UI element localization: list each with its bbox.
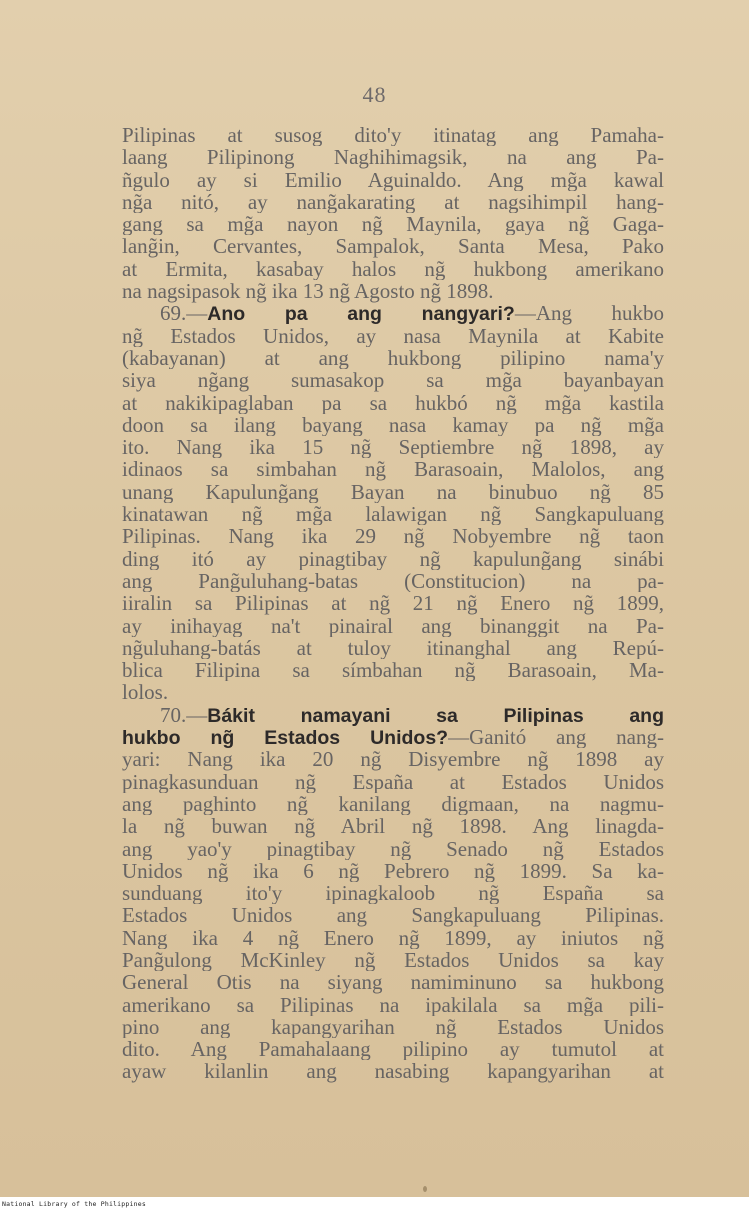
text-line: [122, 793, 664, 815]
text-line: [122, 124, 664, 146]
text-line: [122, 302, 664, 324]
text-line: [122, 146, 664, 168]
text-line: [122, 392, 664, 414]
line-text: idinaos sa simbahan ng̃ Barasoain, Malolos, ang: [122, 458, 664, 481]
line-text: (kabayanan) at ang hukbong pilipino nama'y: [122, 346, 664, 370]
line-text: ang paghinto ng̃ kanilang digmaan, na nagmu-: [122, 792, 664, 816]
text-line: [122, 169, 664, 191]
question-number: 69.—: [160, 302, 208, 325]
text-line: [122, 838, 664, 860]
line-text: Pilipinas. Nang ika 29 ng̃ Nobyembre ng̃ taon: [122, 525, 664, 548]
line-text: siya ng̃ang sumasakop sa mg̃a bayanbayan: [122, 369, 664, 392]
line-text: iiralin sa Pilipinas at ng̃ 21 ng̃ Enero ng̃ 1899,: [122, 592, 664, 615]
text-line: [122, 525, 664, 547]
text-line: [122, 681, 664, 703]
line-text: kinatawan ng̃ mg̃a lalawigan ng̃ Sangkapuluang: [122, 503, 664, 526]
line-text: lolos.: [122, 680, 169, 705]
text-line: [122, 771, 664, 793]
line-text: ng̃a nitó, ay nang̃akarating at nagsihimpil hang-: [122, 190, 664, 214]
text-line: [122, 481, 664, 503]
text-line: [122, 659, 664, 681]
line-text: ding itó ay pinagtibay ng̃ kapulung̃ang sinábi: [122, 547, 664, 570]
text-line: [122, 860, 664, 882]
line-text: yari: Nang ika 20 ng̃ Disyembre ng̃ 1898 ay: [122, 748, 664, 771]
text-line: [122, 235, 664, 257]
line-text: ng̃uluhang-batás at tuloy itinanghal ang Repú-: [122, 636, 664, 660]
line-text: la ng̃ buwan ng̃ Abril ng̃ 1898. Ang linagda-: [122, 815, 664, 838]
line-text: gang sa mg̃a nayon ng̃ Maynila, gaya ng̃ Gaga-: [122, 213, 664, 236]
line-text: amerikano sa Pilipinas na ipakilala sa mg̃a pili-: [122, 993, 664, 1016]
text-line: [122, 949, 664, 971]
text-line: [122, 882, 664, 904]
text-line: [122, 436, 664, 458]
text-line: [122, 570, 664, 592]
line-text: laang Pilipinong Naghihimagsik, na ang Pa-: [122, 146, 664, 169]
text-line: [122, 1016, 664, 1038]
line-text: unang Kapulung̃ang Bayan na binubuo ng̃ 85: [122, 480, 664, 504]
text-line: [122, 994, 664, 1016]
line-text: pino ang kapangyarihan ng̃ Estados Unidos: [122, 1015, 664, 1039]
text-line: [122, 280, 664, 302]
text-line: [122, 704, 664, 726]
line-text: ang Pang̃uluhang-batas (Constitucion) na pa-: [122, 569, 664, 593]
line-text: Unidos ng̃ ika 6 ng̃ Pebrero ng̃ 1899. Sa ka-: [122, 859, 664, 883]
text-line: [122, 414, 664, 436]
text-line: [122, 815, 664, 837]
text-line: [122, 637, 664, 659]
line-text: —Ganitó ang nang-: [448, 726, 664, 749]
text-line: [122, 458, 664, 480]
text-line: [122, 971, 664, 993]
line-text: sunduang ito'y ipinagkaloob ng̃ España sa: [122, 882, 664, 905]
question-heading: Bákit namayani sa Pilipinas ang: [207, 704, 664, 727]
page-number: 48: [362, 82, 387, 107]
line-text: at nakikipaglaban pa sa hukbó ng̃ mg̃a kastila: [122, 391, 664, 414]
body-text: [122, 124, 664, 1083]
text-line: [122, 748, 664, 770]
text-line: [122, 347, 664, 369]
question-number: 70.—: [160, 703, 208, 727]
line-text: Estados Unidos ang Sangkapuluang Pilipinas.: [122, 904, 664, 927]
line-text: na nagsipasok ng̃ ika 13 ng̃ Agosto ng̃ 1898.: [122, 279, 494, 304]
line-text: lang̃in, Cervantes, Sampalok, Santa Mesa, Pako: [122, 235, 664, 258]
text-line: [122, 503, 664, 525]
text-line: [122, 548, 664, 570]
line-text: ñgulo ay si Emilio Aguinaldo. Ang mg̃a kawal: [122, 168, 664, 191]
text-line: [122, 369, 664, 391]
line-text: ayaw kilanlin ang nasabing kapangyarihan at: [122, 1060, 664, 1083]
line-text: doon sa ilang bayang nasa kamay pa ng̃ mg̃a: [122, 413, 664, 437]
text-line: [122, 1038, 664, 1060]
line-text: ang yao'y pinagtibay ng̃ Senado ng̃ Estados: [122, 837, 664, 860]
line-text: —Ang hukbo: [514, 302, 664, 325]
text-line: [122, 615, 664, 637]
library-credit: National Library of the Philippines: [2, 1200, 146, 1208]
line-text: ng̃ Estados Unidos, ay nasa Maynila at Kabite: [122, 324, 664, 347]
text-line: [122, 191, 664, 213]
line-text: ay inihayag na't pinairal ang binanggit na Pa-: [122, 614, 664, 637]
line-text: blica Filipina sa símbahan ng̃ Barasoain, Ma-: [122, 659, 664, 682]
question-heading: hukbo ng̃ Estados Unidos?: [122, 727, 449, 749]
paper-speck: [423, 1186, 427, 1192]
line-text: pinagkasunduan ng̃ España at Estados Unidos: [122, 770, 664, 793]
line-text: Nang ika 4 ng̃ Enero ng̃ 1899, ay iniutos ng̃: [122, 926, 664, 949]
text-line: [122, 325, 664, 347]
line-text: Pilipinas at susog dito'y itinatag ang Pamaha-: [122, 124, 664, 147]
text-line: [122, 1060, 664, 1082]
line-text: dito. Ang Pamahalaang pilipino ay tumutol at: [122, 1038, 664, 1061]
line-text: at Ermita, kasabay halos ng̃ hukbong amerikano: [122, 257, 664, 281]
text-line: [122, 726, 664, 748]
text-line: [122, 213, 664, 235]
text-line: [122, 592, 664, 614]
line-text: Pang̃ulong McKinley ng̃ Estados Unidos sa kay: [122, 948, 664, 972]
line-text: General Otis na siyang namiminuno sa hukbong: [122, 971, 664, 994]
line-text: ito. Nang ika 15 ng̃ Septiembre ng̃ 1898, ay: [122, 436, 664, 459]
text-line: [122, 927, 664, 949]
question-heading: Ano pa ang nangyari?: [207, 303, 515, 325]
text-line: [122, 258, 664, 280]
text-line: [122, 904, 664, 926]
